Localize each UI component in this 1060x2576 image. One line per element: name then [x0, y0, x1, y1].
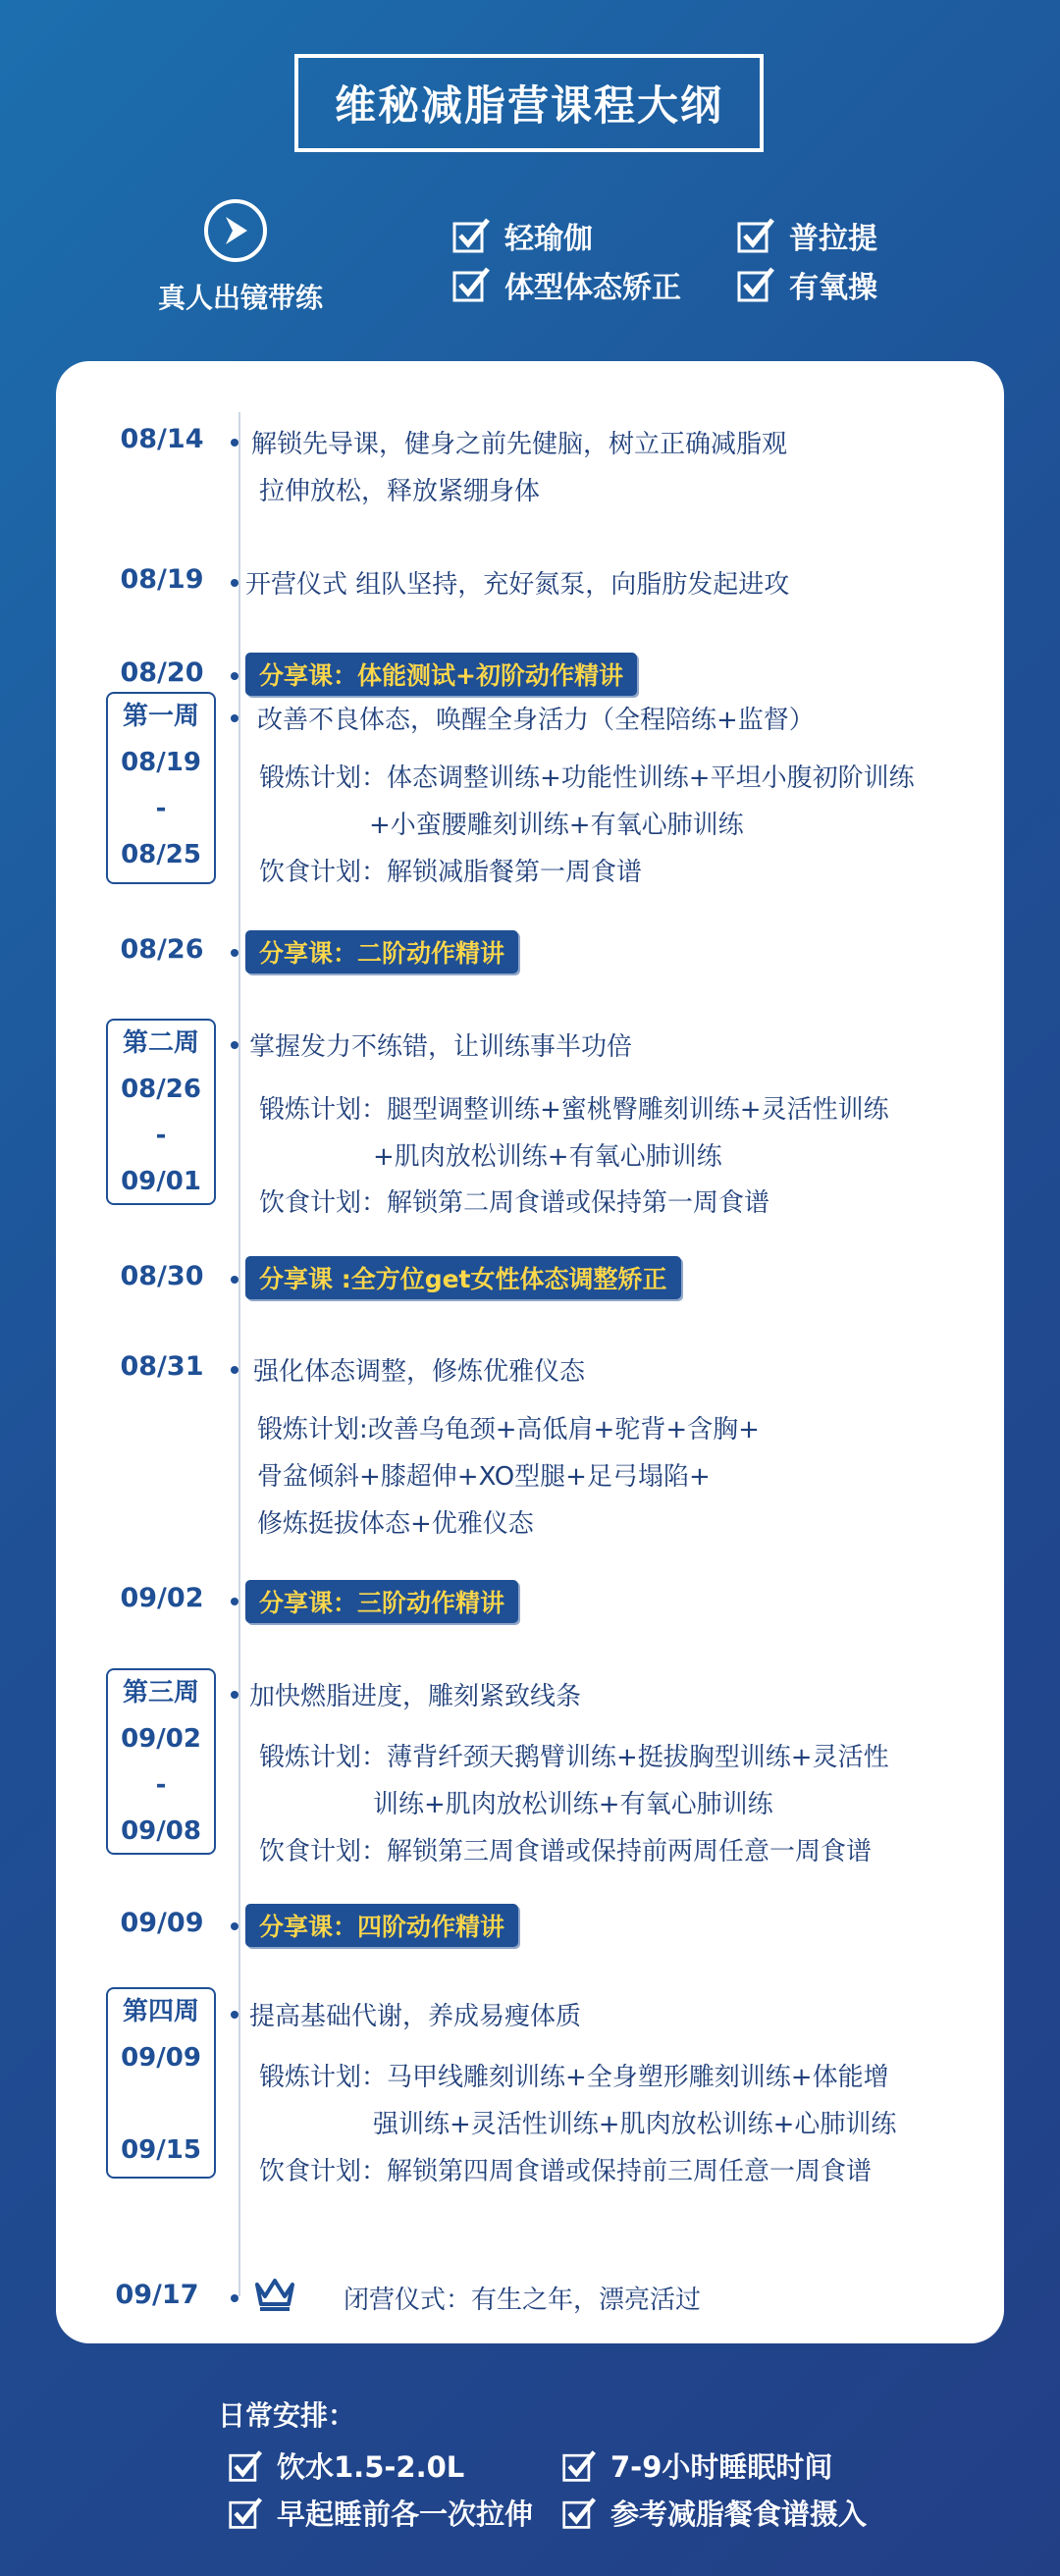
timeline-dot	[231, 949, 238, 957]
week-3-box	[106, 1668, 216, 1855]
week-end: 09/08	[121, 1816, 201, 1846]
training-plan: 训练+肌肉放松训练+有氧心肺训练	[373, 1790, 773, 1819]
week-end: 09/15	[121, 2135, 201, 2165]
week-dash: -	[155, 1770, 167, 1800]
timeline-dot	[231, 1691, 238, 1699]
checkbox-checked-icon	[736, 265, 775, 304]
timeline-dot	[231, 1276, 238, 1284]
crown-icon	[253, 2275, 296, 2314]
feature-label: 体型体态矫正	[504, 271, 681, 305]
daily-label: 饮水1.5-2.0L	[277, 2450, 465, 2484]
date-label: 09/09	[120, 1908, 204, 1938]
daily-label: 参考减脂餐食谱摄入	[610, 2497, 868, 2531]
share-class-badge: 分享课：体能测试+初阶动作精讲	[245, 653, 637, 696]
training-plan: 修炼挺拔体态+优雅仪态	[257, 1509, 534, 1539]
timeline-dot	[231, 1041, 238, 1049]
feature-label: 轻瑜伽	[504, 222, 593, 256]
entry-text: 拉伸放松，释放紧绷身体	[259, 477, 541, 506]
checkbox-checked-icon	[228, 2496, 263, 2531]
checkbox-checked-icon	[561, 2448, 597, 2484]
week-start: 09/09	[121, 2043, 201, 2073]
training-plan: 骨盆倾斜+膝超伸+XO型腿+足弓塌陷+	[257, 1462, 711, 1492]
entry-text: 闭营仪式：有生之年，漂亮活过	[344, 2286, 702, 2315]
daily-title: 日常安排：	[218, 2399, 356, 2432]
week-name: 第二周	[122, 1028, 199, 1058]
training-plan: 锻炼计划：体态调整训练+功能性训练+平坦小腹初阶训练	[259, 763, 915, 793]
feature-label: 有氧操	[789, 271, 877, 305]
title-box	[294, 54, 764, 152]
feature-item	[451, 263, 681, 306]
feature-label: 普拉提	[789, 222, 877, 256]
week-2-box	[106, 1019, 216, 1205]
entry-headline: 提高基础代谢，养成易瘦体质	[249, 2002, 582, 2031]
entry-text: 开营仪式 组队坚持，充好氮泵，向脂肪发起进攻	[245, 570, 790, 600]
date-label: 09/17	[115, 2280, 199, 2310]
week-end: 08/25	[121, 840, 201, 869]
entry-headline: 掌握发力不练错，让训练事半功倍	[249, 1032, 633, 1062]
week-end: 09/01	[121, 1167, 201, 1196]
entry-headline: 强化体态调整，修炼优雅仪态	[253, 1357, 586, 1387]
week-start: 08/19	[121, 748, 201, 777]
timeline-line	[238, 412, 240, 2296]
week-name: 第四周	[122, 1997, 199, 2026]
checkbox-checked-icon	[451, 216, 491, 255]
timeline-dot	[231, 1922, 238, 1930]
feature-item	[736, 214, 877, 257]
feature-item	[451, 214, 593, 257]
cta-label: 真人出镜带练	[157, 282, 323, 314]
checkbox-checked-icon	[228, 2448, 263, 2484]
week-start: 09/02	[121, 1724, 201, 1754]
diet-plan: 饮食计划：解锁减脂餐第一周食谱	[259, 858, 643, 887]
training-plan: 锻炼计划：马甲线雕刻训练+全身塑形雕刻训练+体能增	[259, 2063, 889, 2092]
timeline-dot	[231, 672, 238, 680]
checkbox-checked-icon	[451, 265, 491, 304]
week-4-box	[106, 1987, 216, 2179]
date-label: 08/31	[120, 1351, 204, 1382]
date-label: 08/26	[120, 934, 204, 965]
week-dash: -	[155, 1121, 167, 1150]
entry-headline: 加快燃脂进度，雕刻紧致线条	[249, 1682, 582, 1711]
timeline-dot	[231, 1598, 238, 1605]
training-plan: +小蛮腰雕刻训练+有氧心肺训练	[369, 811, 744, 840]
share-class-badge: 分享课 :全方位get女性体态调整矫正	[245, 1256, 681, 1299]
entry-headline: 改善不良体态，唤醒全身活力（全程陪练+监督）	[257, 706, 815, 735]
training-plan: 强训练+灵活性训练+肌肉放松训练+心肺训练	[373, 2110, 897, 2139]
share-class-badge: 分享课：二阶动作精讲	[245, 930, 518, 973]
entry-text: 解锁先导课，健身之前先健脑，树立正确减脂观	[251, 430, 788, 459]
daily-label: 早起睡前各一次拉伸	[277, 2497, 534, 2531]
week-spacer	[108, 2081, 214, 2128]
diet-plan: 饮食计划：解锁第三周食谱或保持前两周任意一周食谱	[259, 1837, 873, 1866]
share-class-badge: 分享课：三阶动作精讲	[245, 1580, 518, 1623]
week-name: 第三周	[122, 1678, 199, 1708]
timeline-dot	[231, 439, 238, 447]
diet-plan: 饮食计划：解锁第二周食谱或保持第一周食谱	[259, 1188, 770, 1218]
timeline-dot	[231, 1366, 238, 1374]
date-label: 08/19	[120, 564, 204, 595]
week-name: 第一周	[122, 702, 199, 731]
play-arrow-icon	[204, 199, 267, 262]
date-label: 08/14	[120, 424, 204, 454]
daily-item	[561, 2445, 832, 2486]
training-plan: 锻炼计划:改善乌龟颈+高低肩+驼背+含胸+	[257, 1415, 760, 1445]
training-plan: 锻炼计划：腿型调整训练+蜜桃臀雕刻训练+灵活性训练	[259, 1095, 889, 1125]
checkbox-checked-icon	[561, 2496, 597, 2531]
date-label: 08/30	[120, 1261, 204, 1291]
feature-item	[736, 263, 877, 306]
week-dash: -	[155, 794, 167, 823]
date-label: 09/02	[120, 1583, 204, 1613]
training-plan: 锻炼计划：薄背纤颈天鹅臂训练+挺拔胸型训练+灵活性	[259, 1743, 889, 1772]
daily-item	[228, 2493, 533, 2533]
week-1-box	[106, 692, 216, 884]
page-title: 维秘减脂营课程大纲	[334, 81, 723, 130]
share-class-badge: 分享课：四阶动作精讲	[245, 1904, 518, 1947]
timeline-dot	[231, 2011, 238, 2019]
week-start: 08/26	[121, 1075, 201, 1104]
daily-item	[561, 2493, 867, 2533]
training-plan: +肌肉放松训练+有氧心肺训练	[373, 1142, 722, 1172]
date-label: 08/20	[120, 657, 204, 688]
checkbox-checked-icon	[736, 216, 775, 255]
daily-item	[228, 2445, 464, 2486]
diet-plan: 饮食计划：解锁第四周食谱或保持前三周任意一周食谱	[259, 2157, 873, 2186]
timeline-dot	[231, 2294, 238, 2302]
daily-label: 7-9小时睡眠时间	[610, 2450, 833, 2484]
timeline-dot	[231, 714, 238, 722]
timeline-dot	[231, 579, 238, 587]
